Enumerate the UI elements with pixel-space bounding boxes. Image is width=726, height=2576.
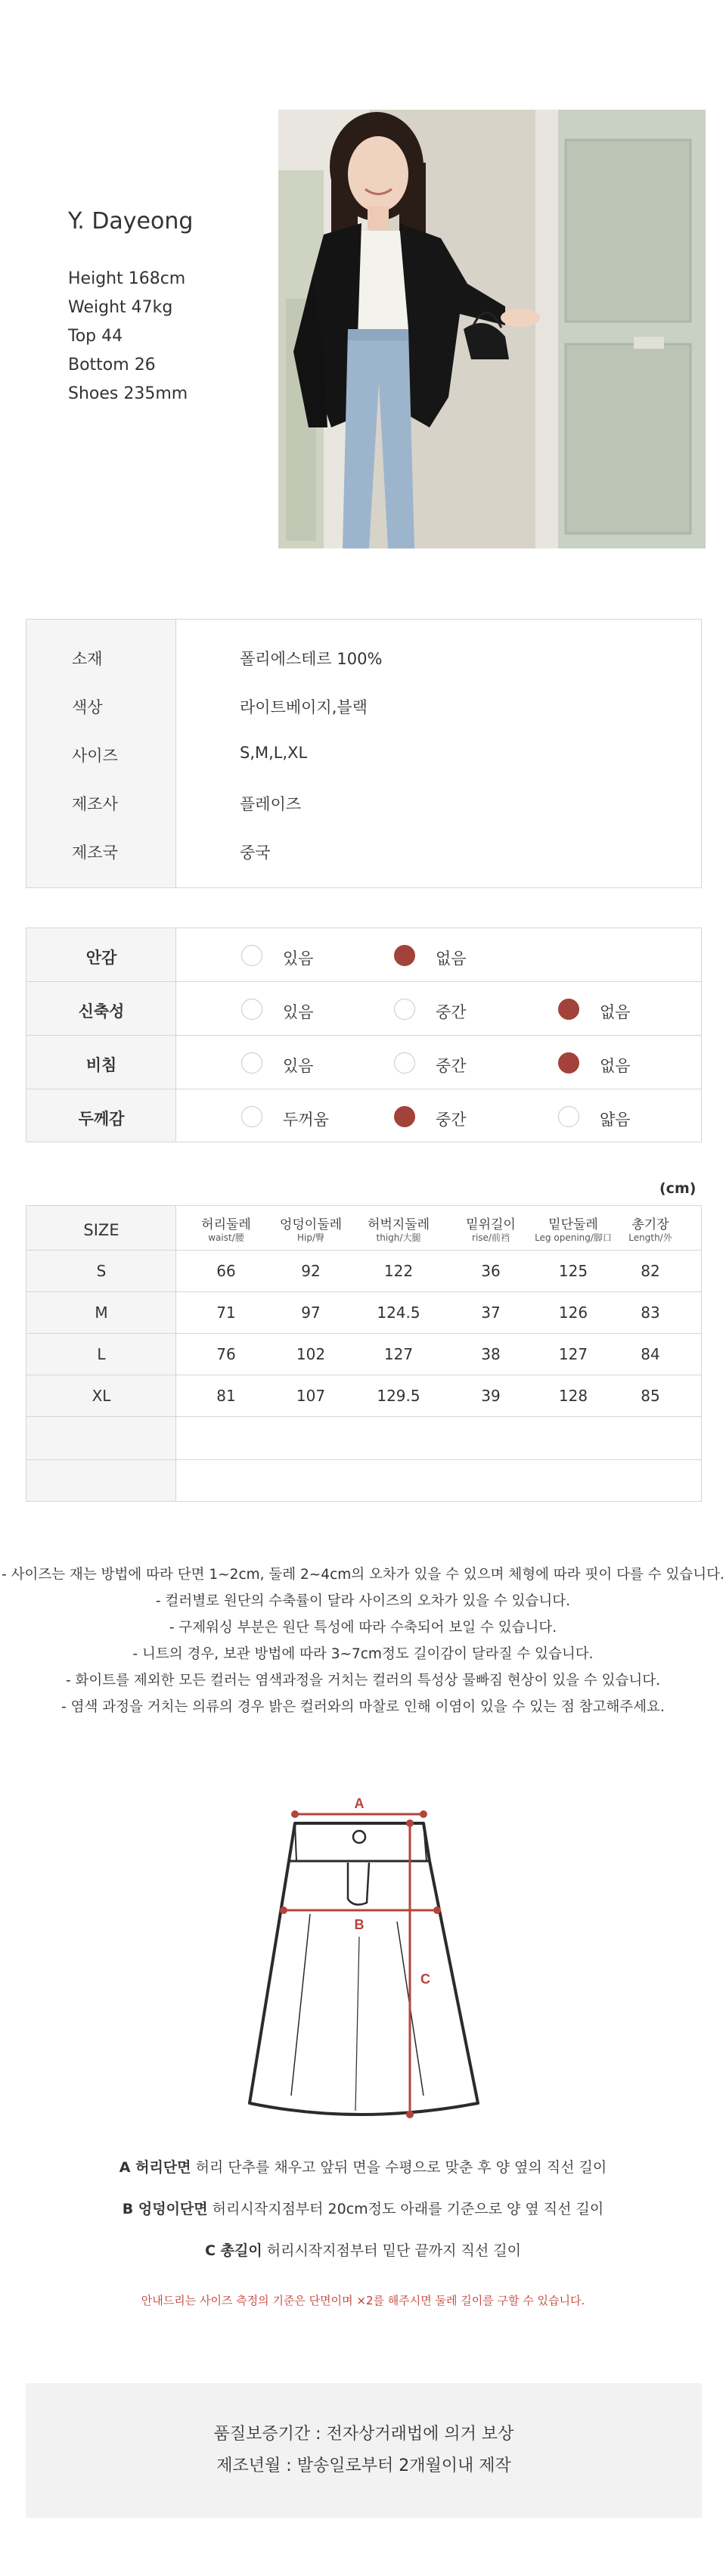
column-header-en: Leg opening/脚口: [535, 1232, 612, 1243]
legend-desc: 허리시작지점부터 20cm정도 아래를 기준으로 양 옆 직선 길이: [207, 2201, 604, 2217]
legend-term: B 엉덩이단면: [122, 2201, 208, 2217]
feel-key: 두께감: [78, 1110, 125, 1128]
info-key: 제조국: [72, 844, 118, 862]
info-value: 라이트베이지,블랙: [240, 698, 368, 716]
product-info-table: [26, 619, 702, 888]
feel-row-lining: [26, 928, 701, 982]
legend-line-a: [0, 2156, 726, 2177]
radio-dot-selected-icon: [394, 945, 415, 966]
model-stats: [68, 265, 250, 409]
size-row-label: L: [97, 1345, 106, 1363]
model-weight: Weight 47kg: [68, 298, 173, 317]
quality-info-box: [26, 2383, 702, 2518]
column-header-en: waist/腰: [208, 1232, 244, 1243]
table-cell: 129.5: [377, 1387, 420, 1405]
feel-option-label: 있음: [283, 1057, 314, 1075]
diagram-label-c: C: [420, 1972, 430, 1987]
radio-dot-icon: [394, 999, 415, 1020]
note-line: - 컬러별로 원단의 수축률이 달라 사이즈의 오차가 있을 수 있습니다.: [155, 1593, 570, 1609]
table-cell: 126: [558, 1304, 588, 1322]
legend-term: A 허리단면: [119, 2159, 191, 2176]
radio-dot-icon: [394, 1052, 415, 1074]
info-row-manufacturer: [26, 777, 701, 825]
size-row-label: M: [95, 1304, 108, 1322]
radio-dot-selected-icon: [394, 1106, 415, 1127]
legend-desc: 허리 단추를 채우고 앞뒤 면을 수평으로 맞춘 후 양 옆의 직선 길이: [191, 2159, 607, 2176]
diagram-label-b: B: [354, 1917, 365, 1932]
table-cell: 102: [296, 1345, 326, 1363]
feel-option-label: 두꺼움: [283, 1111, 329, 1129]
table-cell: 127: [558, 1345, 588, 1363]
feel-row-sheerness: [26, 1036, 701, 1089]
column-header-ko: 허벅지둘레: [367, 1217, 430, 1232]
size-header: SIZE: [83, 1221, 119, 1239]
manufacture-date: 제조년월 : 발송일로부터 2개월이내 제작: [216, 2456, 511, 2475]
size-row-label: S: [96, 1262, 107, 1280]
column-header-en: Hip/臀: [296, 1232, 325, 1243]
feel-option-label: 있음: [283, 1003, 314, 1021]
info-key: 사이즈: [72, 747, 118, 765]
info-row-size: [26, 729, 701, 777]
table-cell: 71: [216, 1304, 236, 1322]
radio-dot-icon: [241, 999, 262, 1020]
feel-row-thickness: [26, 1089, 701, 1143]
table-cell: 92: [301, 1262, 321, 1280]
column-header-ko: 엉덩이둘레: [279, 1217, 343, 1232]
caution-note: 안내드리는 사이즈 측정의 기준은 단면이며 ×2를 해주시면 둘레 길이를 구할 수 있습니다.: [141, 2294, 585, 2307]
column-header-en: Length/外: [628, 1232, 672, 1243]
model-section: [0, 0, 726, 575]
info-row-material: [26, 632, 701, 680]
feel-option-label: 없음: [436, 949, 467, 968]
table-cell: 81: [216, 1387, 236, 1405]
radio-dot-icon: [241, 1052, 262, 1074]
row-divider: [26, 1416, 701, 1417]
row-divider: [26, 1291, 701, 1292]
feel-option-label: 없음: [600, 1057, 631, 1075]
table-cell: 85: [641, 1387, 660, 1405]
info-key: 제조사: [72, 795, 118, 813]
column-header-ko: 허리둘레: [201, 1217, 251, 1232]
info-value: 중국: [240, 844, 271, 862]
legend-desc: 허리시작지점부터 밑단 끝까지 직선 길이: [262, 2242, 521, 2259]
size-table: [26, 1205, 702, 1502]
radio-dot-icon: [558, 1106, 579, 1127]
size-notes: [0, 1561, 726, 1720]
table-cell: 66: [216, 1262, 236, 1280]
feel-key: 안감: [85, 949, 117, 967]
radio-dot-icon: [241, 945, 262, 966]
row-divider: [26, 1459, 701, 1460]
column-header-en: thigh/大腿: [376, 1232, 421, 1243]
size-row-label: XL: [92, 1387, 111, 1405]
info-key: 색상: [72, 698, 103, 716]
legend-term: C 총길이: [205, 2242, 262, 2259]
info-value: 플레이즈: [240, 795, 302, 813]
row-divider: [26, 1333, 701, 1334]
feel-option-label: 얇음: [600, 1111, 631, 1129]
column-header-ko: 밑위길이: [466, 1217, 516, 1232]
diagram-label-a: A: [354, 1796, 365, 1811]
legend-line-c: [0, 2239, 726, 2260]
feel-key: 신축성: [78, 1002, 125, 1021]
table-cell: 82: [641, 1262, 660, 1280]
column-header-ko: 밑단둘레: [548, 1217, 598, 1232]
table-cell: 127: [383, 1345, 414, 1363]
fabric-feel-table: [26, 928, 702, 1142]
feel-option-label: 있음: [283, 949, 314, 968]
info-row-origin: [26, 825, 701, 874]
table-cell: 97: [301, 1304, 321, 1322]
table-cell: 76: [216, 1345, 236, 1363]
feel-option-label: 중간: [436, 1111, 467, 1129]
table-cell: 128: [558, 1387, 588, 1405]
radio-dot-selected-icon: [558, 1052, 579, 1074]
model-photo: [278, 110, 706, 548]
column-header-ko: 총기장: [631, 1217, 669, 1232]
quality-warranty: 품질보증기간 : 전자상거래법에 의거 보상: [213, 2425, 514, 2444]
table-cell: 38: [481, 1345, 501, 1363]
feel-option-label: 중간: [436, 1003, 467, 1021]
table-cell: 107: [296, 1387, 326, 1405]
info-value: S,M,L,XL: [240, 744, 308, 762]
info-row-color: [26, 680, 701, 729]
note-line: - 구제워싱 부분은 원단 특성에 따라 수축되어 보일 수 있습니다.: [169, 1620, 557, 1636]
note-line: - 화이트를 제외한 모든 컬러는 염색과정을 거치는 컬러의 특성상 물빠짐 현상이 있을 수 있습니다.: [66, 1673, 660, 1689]
row-divider: [26, 1250, 701, 1251]
radio-dot-icon: [241, 1106, 262, 1127]
column-header-en: rise/前裆: [472, 1232, 510, 1243]
model-shoe-size: Shoes 235mm: [68, 384, 188, 403]
table-cell: 125: [558, 1262, 588, 1280]
table-cell: 83: [641, 1304, 660, 1322]
model-top-size: Top 44: [68, 327, 123, 346]
model-name: Y. Dayeong: [68, 208, 194, 235]
unit-label: (cm): [659, 1180, 697, 1197]
model-bottom-size: Bottom 26: [68, 356, 156, 374]
feel-option-label: 중간: [436, 1057, 467, 1075]
info-value: 폴리에스테르 100%: [240, 650, 383, 668]
feel-row-stretch: [26, 982, 701, 1036]
legend-line-b: [0, 2198, 726, 2218]
info-key: 소재: [72, 650, 103, 668]
model-height: Height 168cm: [68, 269, 186, 288]
table-cell: 122: [383, 1262, 414, 1280]
note-line: - 사이즈는 재는 방법에 따라 단면 1~2cm, 둘레 2~4cm의 오차가 있을 수 있으며 체형에 따라 핏이 다를 수 있습니다.: [2, 1567, 724, 1583]
note-line: - 니트의 경우, 보관 방법에 따라 3~7cm정도 길이감이 달라질 수 있습니다.: [132, 1646, 594, 1662]
table-cell: 36: [481, 1262, 501, 1280]
feel-option-label: 없음: [600, 1003, 631, 1021]
feel-key: 비침: [85, 1056, 117, 1074]
table-cell: 84: [641, 1345, 660, 1363]
radio-dot-selected-icon: [558, 999, 579, 1020]
note-line: - 염색 과정을 거치는 의류의 경우 밝은 컬러와의 마찰로 인해 이염이 있을 수 있는 점 참고해주세요.: [61, 1699, 665, 1715]
skirt-measurement-diagram: [242, 1778, 484, 2133]
table-cell: 124.5: [377, 1304, 420, 1322]
table-cell: 37: [481, 1304, 501, 1322]
table-cell: 39: [481, 1387, 501, 1405]
